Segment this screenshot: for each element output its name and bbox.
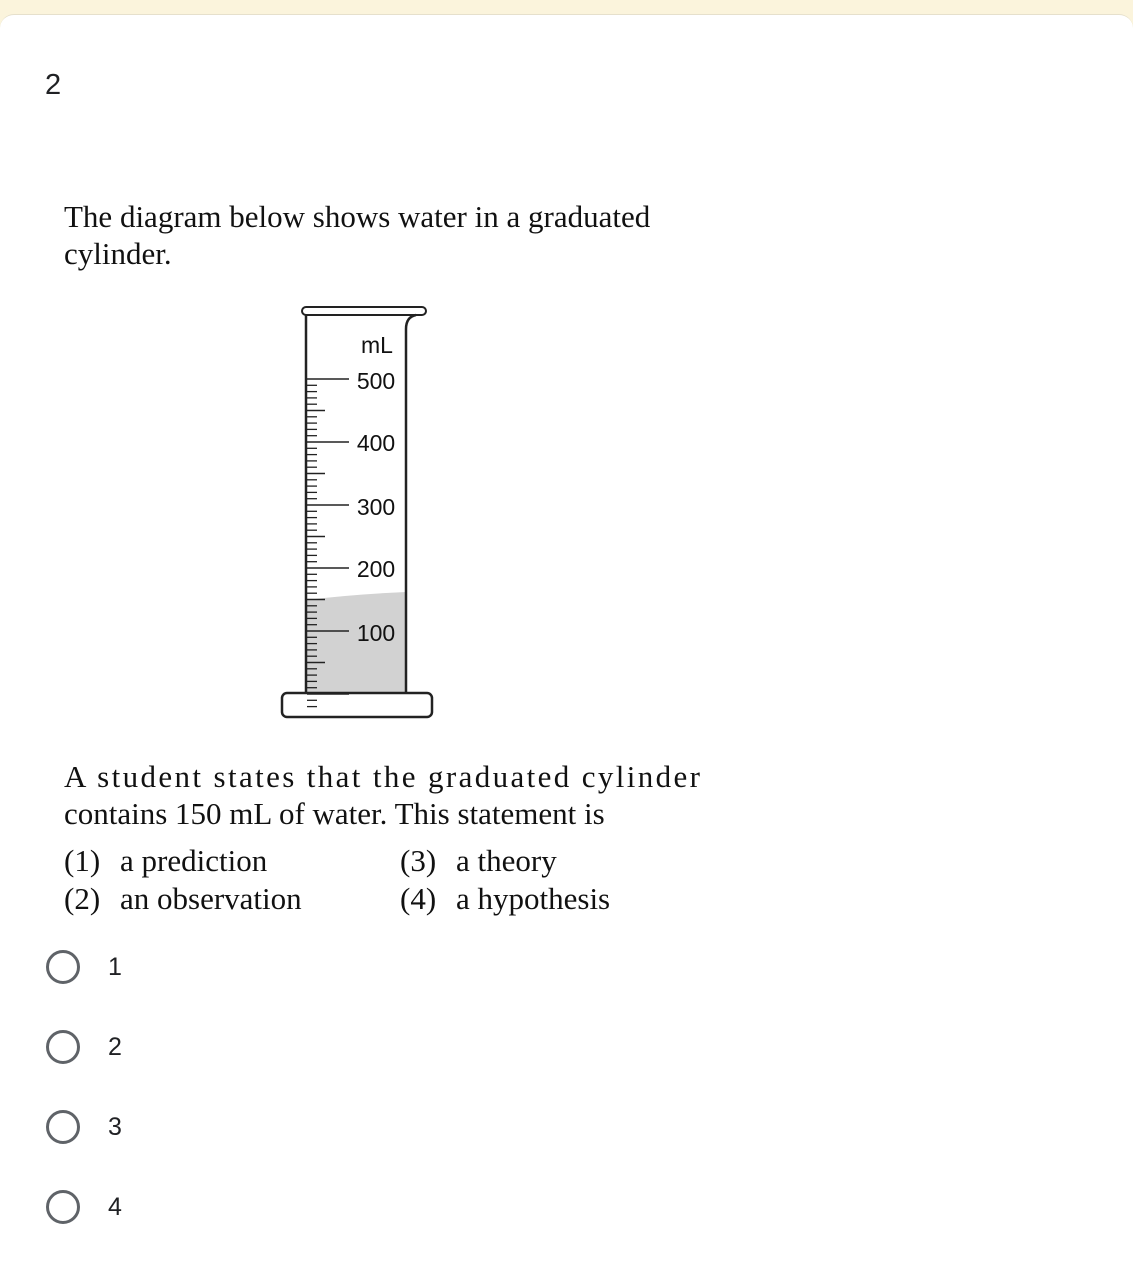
stem-line-2: cylinder. xyxy=(64,236,172,271)
choice-4-number: (4) xyxy=(400,881,437,916)
choice-3-number: (3) xyxy=(400,843,437,878)
radio-button-1[interactable] xyxy=(46,950,80,984)
choice-1-text: a prediction xyxy=(120,843,268,878)
cylinder-base xyxy=(282,693,432,717)
radio-button-2[interactable] xyxy=(46,1030,80,1064)
radio-button-3[interactable] xyxy=(46,1110,80,1144)
prompt-line-2: contains 150 mL of water. This statement is xyxy=(64,796,605,831)
option-2[interactable] xyxy=(44,1007,122,1087)
question-image xyxy=(40,179,720,919)
scale-label-300: 300 xyxy=(356,494,396,520)
scale-label-400: 400 xyxy=(356,430,396,456)
option-label-4: 4 xyxy=(108,1192,122,1221)
cylinder-right-wall xyxy=(406,315,416,695)
choice-2-text: an observation xyxy=(120,881,302,916)
option-label-1: 1 xyxy=(108,952,122,981)
option-3[interactable] xyxy=(44,1087,122,1167)
option-label-3: 3 xyxy=(108,1112,122,1141)
radio-button-4[interactable] xyxy=(46,1190,80,1224)
option-label-2: 2 xyxy=(108,1032,122,1061)
cylinder-lip xyxy=(302,307,426,315)
question-number: 2 xyxy=(45,69,62,101)
unit-label: mL xyxy=(361,332,393,358)
scale-label-500: 500 xyxy=(356,368,396,394)
scale-label-100: 100 xyxy=(356,620,396,646)
option-4[interactable] xyxy=(44,1167,122,1247)
answer-options xyxy=(44,927,122,1247)
scale-label-200: 200 xyxy=(356,556,396,582)
option-1[interactable] xyxy=(44,927,122,1007)
graduated-cylinder xyxy=(282,307,432,717)
choice-4-text: a hypothesis xyxy=(456,881,611,916)
choice-3-text: a theory xyxy=(456,843,557,878)
choice-2-number: (2) xyxy=(64,881,101,916)
question-card xyxy=(0,14,1133,1278)
prompt-line-1: A student states that the graduated cylinder xyxy=(64,759,701,794)
stem-line-1: The diagram below shows water in a graduated xyxy=(64,199,651,234)
choice-1-number: (1) xyxy=(64,843,101,878)
